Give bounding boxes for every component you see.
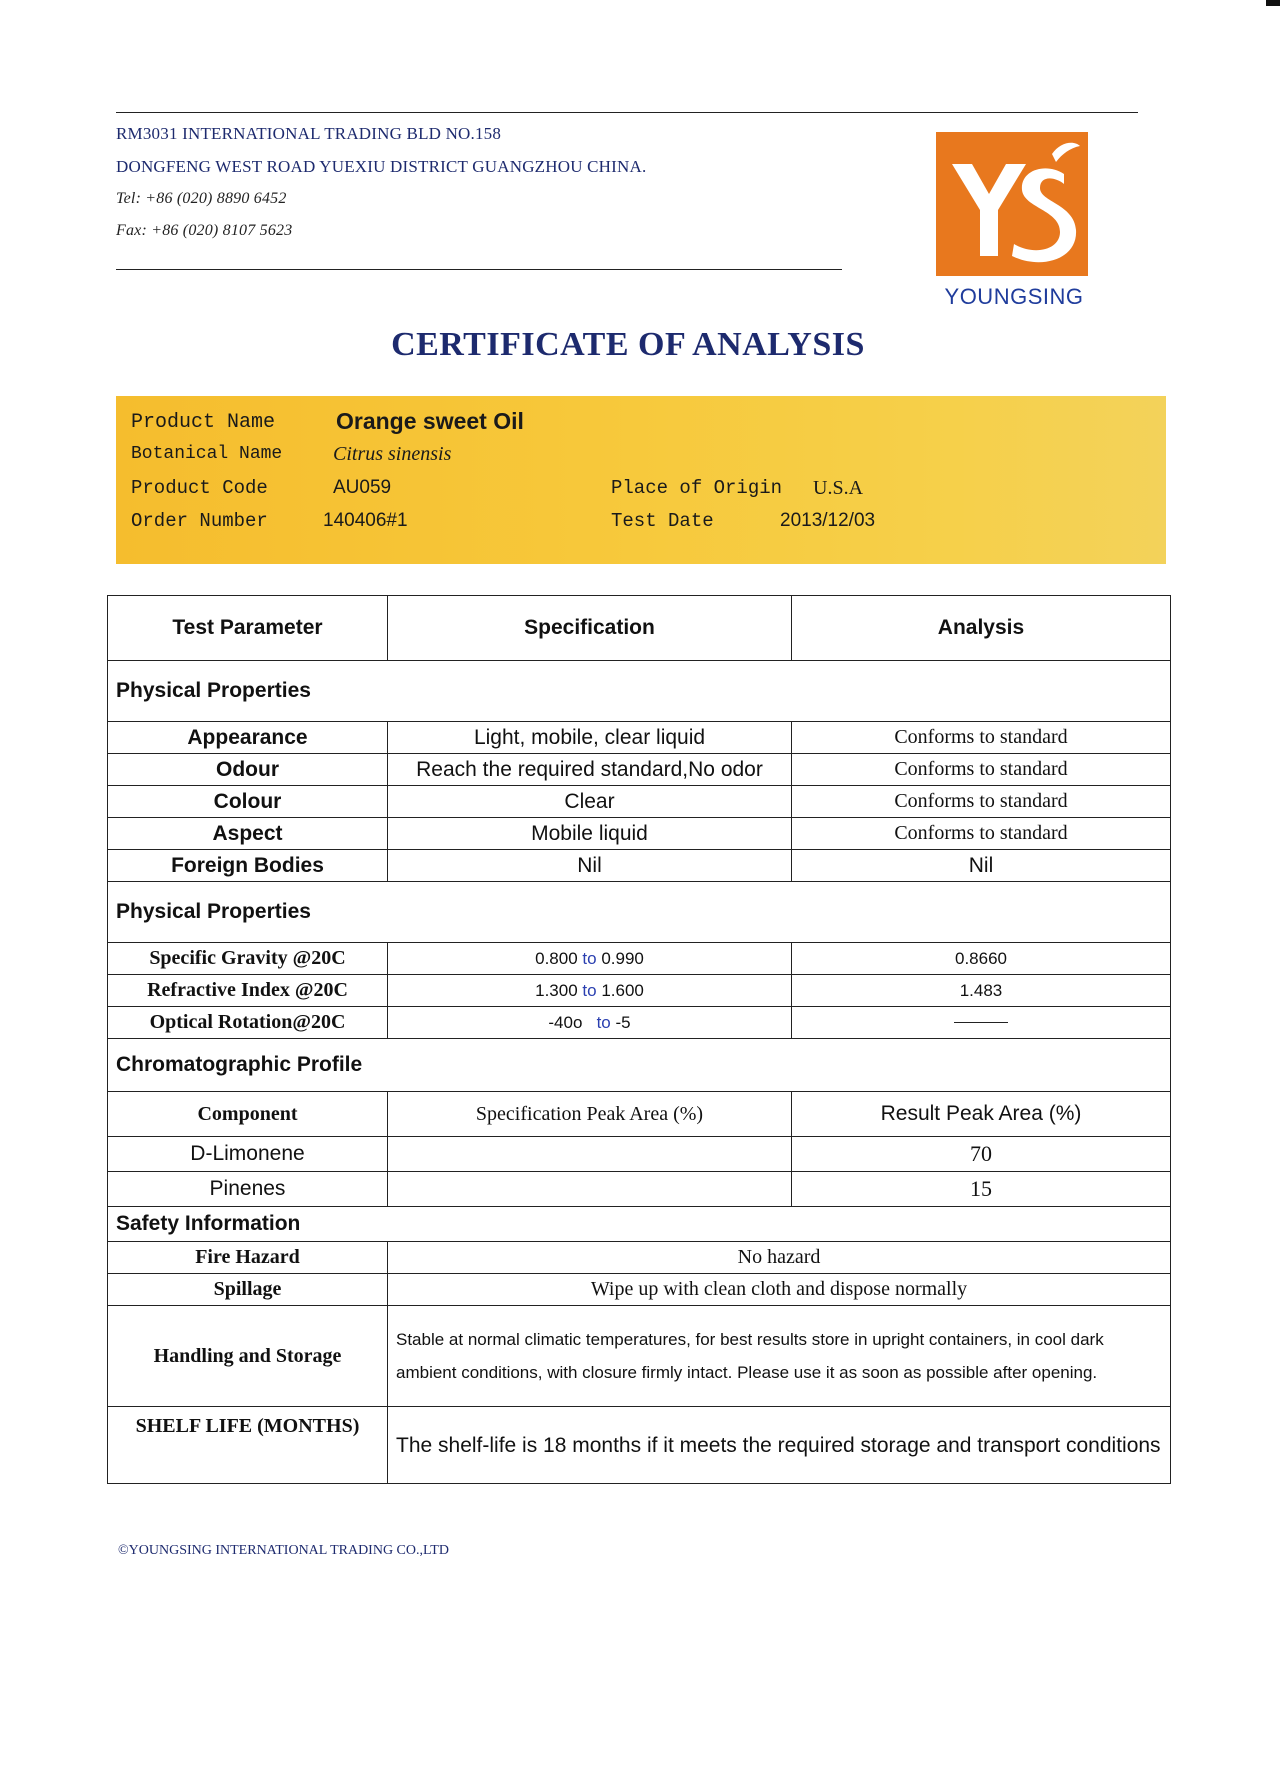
copyright-footer: ©YOUNGSING INTERNATIONAL TRADING CO.,LTD <box>118 1543 449 1558</box>
analysis-cell: 1.483 <box>792 975 1171 1007</box>
chrom-header-result: Result Peak Area (%) <box>792 1092 1171 1137</box>
param-cell: Fire Hazard <box>108 1242 388 1274</box>
spec-cell <box>388 1172 792 1207</box>
product-code-value: AU059 <box>333 477 392 498</box>
param-cell: Odour <box>108 754 388 786</box>
spec-cell: Reach the required standard,No odor <box>388 754 792 786</box>
spec-cell: Mobile liquid <box>388 818 792 850</box>
table-row <box>108 850 1171 882</box>
spec-high: -5 <box>615 1012 631 1032</box>
param-cell: Colour <box>108 786 388 818</box>
table-row <box>108 1137 1171 1172</box>
param-cell: Handling and Storage <box>108 1306 388 1407</box>
param-cell: Foreign Bodies <box>108 850 388 882</box>
header-bottom-rule <box>116 269 842 270</box>
address-line-2: DONGFENG WEST ROAD YUEXIU DISTRICT GUANGZHOU CHINA. <box>116 157 647 176</box>
value-cell: Stable at normal climatic temperatures, for best results store in upright containers, in cool dark ambient conditions, with closure firmly intact. Please use it as soon as possible after opening. <box>388 1306 1171 1407</box>
table-row <box>108 1306 1171 1407</box>
param-cell: Aspect <box>108 818 388 850</box>
section-row <box>108 661 1171 722</box>
section-physical-properties: Physical Properties <box>108 661 1171 722</box>
param-cell: Specific Gravity @20C <box>108 943 388 975</box>
order-number-label: Order Number <box>131 510 268 532</box>
section-row <box>108 882 1171 943</box>
telephone: Tel: +86 (020) 8890 6452 <box>116 190 287 207</box>
analysis-cell: 0.8660 <box>792 943 1171 975</box>
value-cell: The shelf-life is 18 months if it meets the required storage and transport conditions <box>388 1407 1171 1484</box>
empty-value-dash <box>954 1022 1008 1023</box>
analysis-cell <box>792 1007 1171 1039</box>
spec-low: -40o <box>548 1012 583 1032</box>
param-cell: Optical Rotation@20C <box>108 1007 388 1039</box>
spec-high: 0.990 <box>601 948 644 968</box>
order-number-value: 140406#1 <box>323 510 408 531</box>
table-row <box>108 818 1171 850</box>
spec-range-cell <box>388 1007 792 1039</box>
table-row <box>108 754 1171 786</box>
table-row <box>108 786 1171 818</box>
section-row <box>108 1039 1171 1092</box>
spec-low: 1.300 <box>535 980 578 1000</box>
spec-range-cell <box>388 943 792 975</box>
header-analysis: Analysis <box>792 596 1171 661</box>
value-cell: Wipe up with clean cloth and dispose normally <box>388 1274 1171 1306</box>
analysis-cell: Conforms to standard <box>792 722 1171 754</box>
analysis-table <box>107 595 1171 1484</box>
spec-cell: Clear <box>388 786 792 818</box>
result-cell: 70 <box>792 1137 1171 1172</box>
analysis-cell: Conforms to standard <box>792 786 1171 818</box>
page-title: CERTIFICATE OF ANALYSIS <box>391 326 865 363</box>
header-top-rule <box>116 112 1138 113</box>
analysis-cell: Conforms to standard <box>792 818 1171 850</box>
param-cell: Appearance <box>108 722 388 754</box>
fax: Fax: +86 (020) 8107 5623 <box>116 222 293 239</box>
place-of-origin-label: Place of Origin <box>611 477 783 499</box>
spec-cell: Light, mobile, clear liquid <box>388 722 792 754</box>
botanical-name-label: Botanical Name <box>131 444 283 464</box>
brand-name: YOUNGSING <box>944 284 1084 309</box>
spec-high: 1.600 <box>601 980 644 1000</box>
analysis-cell: Conforms to standard <box>792 754 1171 786</box>
chrom-header-component: Component <box>108 1092 388 1137</box>
component-cell: D-Limonene <box>108 1137 388 1172</box>
analysis-cell: Nil <box>792 850 1171 882</box>
table-row <box>108 1242 1171 1274</box>
chrom-header-spec: Specification Peak Area (%) <box>388 1092 792 1137</box>
param-cell: Refractive Index @20C <box>108 975 388 1007</box>
product-name-value: Orange sweet Oil <box>336 408 524 434</box>
spec-to: to <box>596 1012 611 1032</box>
product-info-band <box>116 396 1166 564</box>
header-test-parameter: Test Parameter <box>108 596 388 661</box>
product-code-label: Product Code <box>131 477 268 499</box>
section-chromatographic-profile: Chromatographic Profile <box>108 1039 1171 1092</box>
component-cell: Pinenes <box>108 1172 388 1207</box>
spec-to: to <box>582 980 597 1000</box>
param-cell: SHELF LIFE (MONTHS) <box>108 1407 388 1484</box>
section-safety-information: Safety Information <box>108 1207 1171 1242</box>
table-row <box>108 975 1171 1007</box>
spec-to: to <box>582 948 597 968</box>
place-of-origin-value: U.S.A <box>813 477 864 499</box>
ys-logo-icon <box>936 132 1088 276</box>
scan-edge-mark <box>1266 0 1280 6</box>
spec-low: 0.800 <box>535 948 578 968</box>
test-date-value: 2013/12/03 <box>780 510 876 531</box>
address-line-1: RM3031 INTERNATIONAL TRADING BLD NO.158 <box>116 124 502 143</box>
spec-cell: Nil <box>388 850 792 882</box>
botanical-name-value: Citrus sinensis <box>333 443 452 465</box>
table-row <box>108 722 1171 754</box>
chrom-header-row <box>108 1092 1171 1137</box>
test-date-label: Test Date <box>611 510 714 532</box>
table-row <box>108 1172 1171 1207</box>
table-row <box>108 1407 1171 1484</box>
section-row <box>108 1207 1171 1242</box>
param-cell: Spillage <box>108 1274 388 1306</box>
section-physical-properties-2: Physical Properties <box>108 882 1171 943</box>
spec-cell <box>388 1137 792 1172</box>
header-specification: Specification <box>388 596 792 661</box>
product-name-label: Product Name <box>131 411 276 434</box>
table-row <box>108 1007 1171 1039</box>
spec-range-cell <box>388 975 792 1007</box>
table-row <box>108 943 1171 975</box>
youngsing-logo <box>936 132 1088 276</box>
table-header-row <box>108 596 1171 661</box>
value-cell: No hazard <box>388 1242 1171 1274</box>
table-row <box>108 1274 1171 1306</box>
result-cell: 15 <box>792 1172 1171 1207</box>
